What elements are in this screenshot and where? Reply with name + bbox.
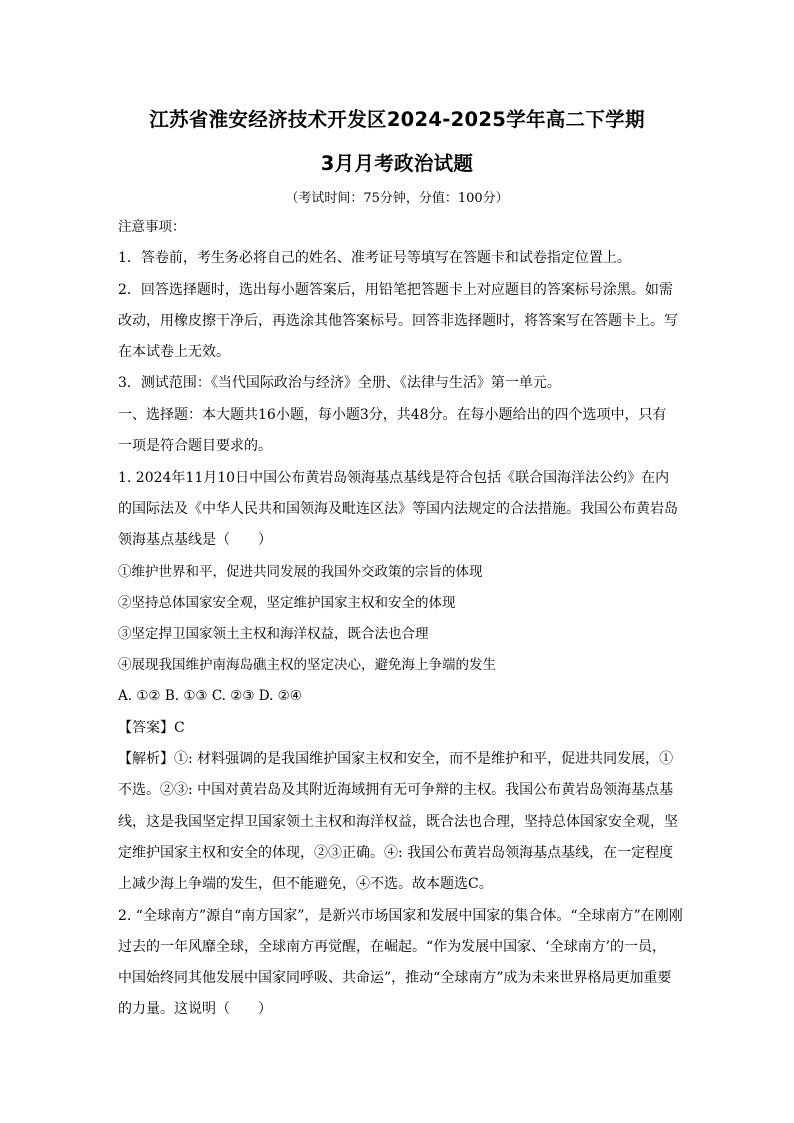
section-1-heading-line2: 一项是符合题目要求的。 (118, 438, 272, 454)
question-1-analysis-line3: 线，这是我国坚定捍卫国家领土主权和海洋权益，既合法也合理，坚持总体国家安全观，坚 (118, 814, 678, 830)
question-1-statement-4: ④展现我国维护南海岛礁主权的坚定决心，避免海上争端的发生 (118, 657, 496, 673)
question-1-analysis-line4: 定维护国家主权和安全的体现，②③正确。④: 我国公布黄岩岛领海基点基线，在一定程度 (118, 845, 674, 861)
question-2-stem-line3: 中国始终同其他发展中国家同呼吸、共命运”，推动“全球南方”成为未来世界格局更加重要 (118, 970, 672, 986)
section-1-heading-line1: 一、选择题：本大题共16小题，每小题3分，共48分。在每小题给出的四个选项中，只有 (118, 407, 667, 423)
question-1-statement-2: ②坚持总体国家安全观，坚定维护国家主权和安全的体现 (118, 595, 456, 611)
question-1-statement-1: ①维护世界和平，促进共同发展的我国外交政策的宗旨的体现 (118, 564, 483, 580)
notes-heading: 注意事项： (118, 219, 186, 235)
note-item-2-line3: 在本试卷上无效。 (118, 344, 230, 360)
question-1-analysis-line1: 【解析】①: 材料强调的是我国维护国家主权和安全，而不是维护和平，促进共同发展，① (118, 751, 674, 767)
question-1-stem-line1: 1. 2024年11月10日中国公布黄岩岛领海基点基线是符合包括《联合国海洋法公约》在内 (118, 470, 670, 486)
question-2-stem-line2: 过去的一年风靡全球，全球南方再觉醒，在崛起。“作为发展中国家、‘全球南方’的一员， (118, 939, 667, 955)
exam-title-line1: 江苏省淮安经济技术开发区2024-2025学年高二下学期 (149, 108, 645, 131)
note-item-2-line2: 改动，用橡皮擦干净后，再选涂其他答案标号。回答非选择题时，将答案写在答题卡上。写 (118, 313, 678, 329)
question-2-stem-line1: 2. “全球南方”源自“南方国家”，是新兴市场国家和发展中国家的集合体。“全球南方”在刚刚 (118, 908, 683, 924)
note-item-1: 1．答卷前，考生务必将自己的姓名、准考证号等填写在答题卡和试卷指定位置上。 (118, 250, 631, 266)
question-1-analysis-line5: 上减少海上争端的发生，但不能避免，④不选。故本题选C。 (118, 876, 493, 892)
question-1-stem-line2: 的国际法及《中华人民共和国领海及毗连区法》等国内法规定的合法措施。我国公布黄岩岛 (118, 501, 678, 517)
question-1-choices: A. ①② B. ①③ C. ②③ D. ②④ (118, 688, 302, 704)
note-item-3: 3．测试范围：《当代国际政治与经济》全册、《法律与生活》第一单元。 (118, 375, 561, 391)
question-1-analysis-line2: 不选。②③: 中国对黄岩岛及其附近海域拥有无可争辩的主权。我国公布黄岩岛领海基点基 (118, 782, 674, 798)
question-1-statement-3: ③坚定捍卫国家领土主权和海洋权益，既合法也合理 (118, 626, 429, 642)
exam-title-line2: 3月月考政治试题 (320, 152, 474, 175)
question-1-stem-line3: 领海基点基线是（ ） (118, 532, 272, 548)
question-2-stem-line4: 的力量。这说明（ ） (118, 1001, 272, 1017)
note-item-2-line1: 2．回答选择题时，选出每小题答案后，用铅笔把答题卡上对应题目的答案标号涂黑。如需 (118, 282, 673, 298)
exam-info: （考试时间：75分钟，分值：100分） (285, 191, 509, 206)
question-1-answer: 【答案】C (118, 720, 185, 736)
